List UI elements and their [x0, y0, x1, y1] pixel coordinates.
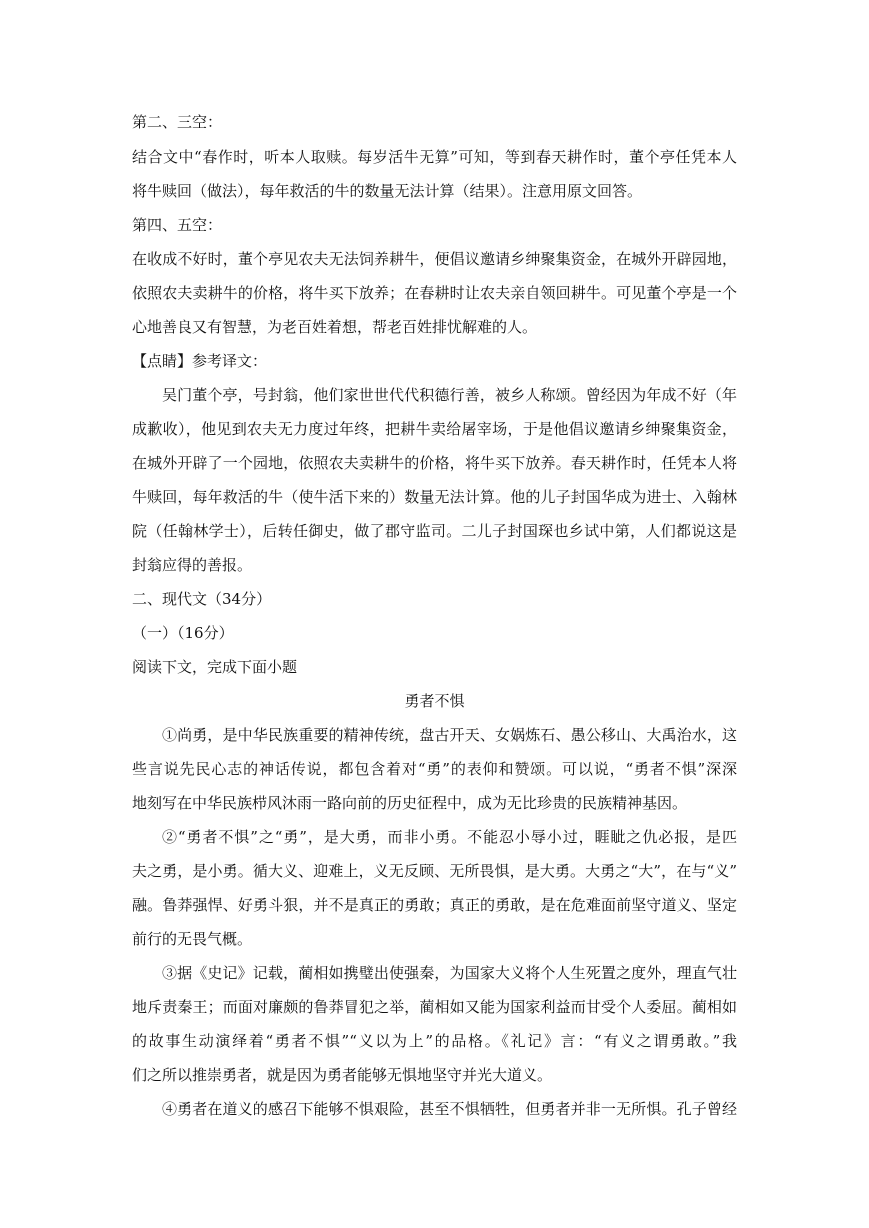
article-paragraph-line: ④勇者在道义的感召下能够不惧艰险，甚至不惧牺牲，但勇者并非一无所惧。孔子曾经: [162, 1100, 737, 1118]
article-paragraph-line: 们之所以推崇勇者，就是因为勇者能够无惧地坚守并光大道义。: [132, 1066, 553, 1084]
translation-heading: 【点睛】参考译文：: [132, 352, 268, 370]
article-paragraph-line: 地刻写在中华民族栉风沐雨一路向前的历史征程中，成为无比珍贵的民族精神基因。: [132, 794, 688, 812]
translation-line: 成歉收），他见到农夫无力度过年终，把耕牛卖给屠宰场，于是他倡议邀请乡绅聚集资金，: [132, 420, 737, 438]
article-paragraph-line: 融。鲁莽强悍、好勇斗狠，并不是真正的勇敢；真正的勇敢，是在危难面前坚守道义、坚定: [132, 896, 737, 914]
translation-line: 吴门董个亭，号封翁，他们家世世代代积德行善，被乡人称颂。曾经因为年成不好（年: [162, 386, 737, 404]
subsection-heading: （一）（16分）: [132, 624, 234, 642]
answer-text-line: 结合文中“春作时，听本人取赎。每岁活牛无算”可知，等到春天耕作时，董个亭任凭本人: [132, 148, 737, 166]
answer-text-line: 将牛赎回（做法），每年救活的牛的数量无法计算（结果）。注意用原文回答。: [132, 182, 643, 200]
article-paragraph-line: 地斥责秦王；而面对廉颇的鲁莽冒犯之举，蔺相如又能为国家利益而甘受个人委屈。蔺相如: [132, 998, 737, 1016]
article-paragraph-line: ②“勇者不惧”之“勇”，是大勇，而非小勇。不能忍小辱小过，睚眦之仇必报，是匹: [162, 828, 737, 846]
answer-text-line: 依照农夫卖耕牛的价格，将牛买下放养；在春耕时让农夫亲自领回耕牛。可见董个亭是一个: [132, 284, 737, 302]
article-paragraph-line: 前行的无畏气概。: [132, 930, 253, 948]
answer-text-line: 心地善良又有智慧，为老百姓着想，帮老百姓排忧解难的人。: [132, 318, 538, 336]
article-paragraph-line: ③据《史记》记载，蔺相如携璧出使强秦，为国家大义将个人生死置之度外，理直气壮: [162, 964, 737, 982]
translation-line: 院（任翰林学士），后转任御史，做了郡守监司。二儿子封国琛也乡试中第，人们都说这是: [132, 522, 737, 540]
article-title: 勇者不惧: [404, 692, 465, 710]
translation-line: 在城外开辟了一个园地，依照农夫卖耕牛的价格，将牛买下放养。春天耕作时，任凭本人将: [132, 454, 737, 472]
translation-line: 封翁应得的善报。: [132, 556, 253, 574]
article-paragraph-line: 些言说先民心志的神话传说，都包含着对“勇”的表仰和赞颂。可以说，“勇者不惧”深深: [132, 760, 737, 778]
answer-heading-blanks-2-3: 第二、三空：: [132, 113, 223, 131]
article-paragraph-line: 夫之勇，是小勇。循大义、迎难上，义无反顾、无所畏惧，是大勇。大勇之“大”，在与“义”: [132, 862, 737, 880]
translation-line: 牛赎回，每年救活的牛（使牛活下来的）数量无法计算。他的儿子封国华成为进士、入翰林: [132, 488, 737, 506]
reading-instruction: 阅读下文，完成下面小题: [132, 658, 298, 676]
answer-text-line: 在收成不好时，董个亭见农夫无法饲养耕牛，便倡议邀请乡绅聚集资金，在城外开辟园地，: [132, 250, 737, 268]
article-paragraph-line: 的故事生动演绎着“勇者不惧”“义以为上”的品格。《礼记》言：“有义之谓勇敢。”我: [132, 1032, 737, 1050]
answer-heading-blanks-4-5: 第四、五空：: [132, 216, 223, 234]
article-paragraph-line: ①尚勇，是中华民族重要的精神传统，盘古开天、女娲炼石、愚公移山、大禹治水，这: [162, 726, 737, 744]
section-heading-modern-text: 二、现代文（34分）: [132, 590, 272, 608]
